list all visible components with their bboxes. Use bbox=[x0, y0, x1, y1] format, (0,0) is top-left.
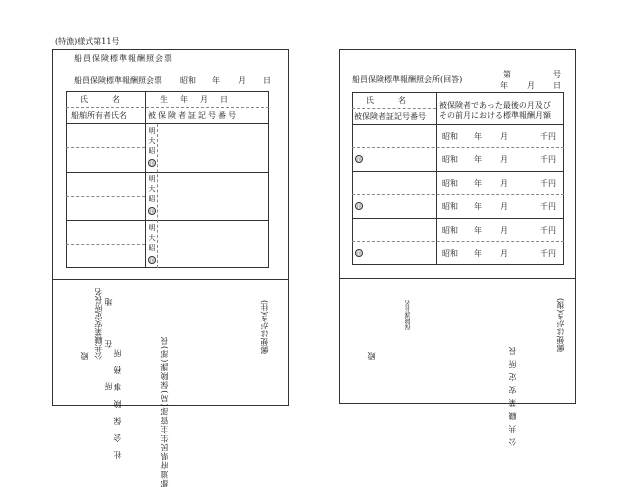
era-showa: 昭 bbox=[148, 147, 156, 155]
left-bottom-office: 社会保険事務所 bbox=[113, 340, 122, 459]
right-no-go: 号 bbox=[553, 70, 561, 79]
left-bottom-address: 所 在 地 bbox=[104, 292, 113, 390]
left-date-month: 月 bbox=[238, 76, 246, 85]
left-subtitle: 船員保険標準報酬照会票 bbox=[74, 76, 162, 85]
row-amount: 千円 bbox=[540, 155, 556, 164]
era-meiji: 明 bbox=[148, 175, 156, 183]
right-bottom-station: 公共職業安定所長 bbox=[508, 342, 517, 446]
row-amount: 千円 bbox=[540, 202, 556, 211]
era-meiji: 明 bbox=[148, 224, 156, 232]
row-era: 昭和 bbox=[442, 202, 458, 211]
right-fold-line bbox=[339, 278, 576, 279]
era-showa: 昭 bbox=[148, 244, 156, 252]
row-amount: 千円 bbox=[540, 132, 556, 141]
seal-icon: ㊞ bbox=[149, 258, 155, 264]
era-taisho: 大 bbox=[148, 137, 156, 145]
left-date-era: 昭和 bbox=[180, 76, 196, 85]
era-meiji: 明 bbox=[148, 127, 156, 135]
left-bottom-prefecture: 都道府県民生主管部(局)保険課(部)長 bbox=[160, 336, 169, 487]
left-header-name: 氏 名 bbox=[80, 95, 120, 104]
left-bottom-dono: 殿 bbox=[80, 352, 89, 360]
row-year: 年 bbox=[474, 155, 482, 164]
right-header-insured-no: 被保険者証記号番号 bbox=[354, 112, 426, 121]
seal-icon: ㊞ bbox=[149, 209, 155, 215]
left-header-owner: 船舶所有者氏名 bbox=[71, 111, 127, 120]
left-header-birth: 生 年 月 日 bbox=[160, 95, 230, 104]
left-table-divider bbox=[145, 91, 146, 268]
seal-icon: ㊞ bbox=[356, 157, 362, 163]
row-era: 昭和 bbox=[442, 249, 458, 258]
left-title: 船員保険標準報酬照会票 bbox=[74, 54, 173, 63]
row-amount: 千円 bbox=[540, 249, 556, 258]
right-bottom-section-chief: 保険課長名 bbox=[405, 300, 412, 330]
seal-icon: ㊞ bbox=[356, 204, 362, 210]
right-title: 船員保険標準報酬照会所(回答) bbox=[352, 75, 463, 84]
left-fold-line bbox=[52, 279, 289, 280]
era-taisho: 大 bbox=[148, 185, 156, 193]
right-table-divider bbox=[436, 92, 437, 265]
right-header-desc-2: その前月における標準報酬月額 bbox=[439, 111, 551, 120]
row-year: 年 bbox=[474, 179, 482, 188]
era-taisho: 大 bbox=[148, 234, 156, 242]
row-year: 年 bbox=[474, 249, 482, 258]
row-amount: 千円 bbox=[540, 179, 556, 188]
right-postage-label: 郵便はがき(復) bbox=[556, 298, 565, 353]
right-date-month: 月 bbox=[527, 81, 535, 90]
left-bottom-station: 公共職業安定所長名 bbox=[94, 288, 103, 360]
form-label: (特漁)様式第11号 bbox=[55, 37, 120, 46]
right-header-name: 氏 名 bbox=[366, 96, 406, 105]
row-month: 月 bbox=[500, 249, 508, 258]
right-bottom-dono: 殿 bbox=[367, 352, 376, 360]
row-amount: 千円 bbox=[540, 226, 556, 235]
row-era: 昭和 bbox=[442, 226, 458, 235]
row-era: 昭和 bbox=[442, 132, 458, 141]
row-year: 年 bbox=[474, 226, 482, 235]
left-date-day: 日 bbox=[263, 76, 271, 85]
row-era: 昭和 bbox=[442, 179, 458, 188]
left-header-insured-no: 被保険者証記号番号 bbox=[148, 111, 238, 120]
row-month: 月 bbox=[500, 155, 508, 164]
seal-icon: ㊞ bbox=[149, 161, 155, 167]
row-month: 月 bbox=[500, 226, 508, 235]
right-no-dai: 第 bbox=[503, 70, 511, 79]
row-year: 年 bbox=[474, 132, 482, 141]
row-era: 昭和 bbox=[442, 155, 458, 164]
era-showa: 昭 bbox=[148, 195, 156, 203]
left-date-year: 年 bbox=[212, 76, 220, 85]
right-date-day: 日 bbox=[553, 81, 561, 90]
right-header-desc-1: 被保険者であった最後の月及び bbox=[439, 101, 551, 110]
row-month: 月 bbox=[500, 202, 508, 211]
row-month: 月 bbox=[500, 132, 508, 141]
right-date-year: 年 bbox=[500, 81, 508, 90]
row-year: 年 bbox=[474, 202, 482, 211]
seal-icon: ㊞ bbox=[356, 251, 362, 257]
left-postage-label: 郵便はがき(往) bbox=[260, 300, 269, 355]
row-month: 月 bbox=[500, 179, 508, 188]
